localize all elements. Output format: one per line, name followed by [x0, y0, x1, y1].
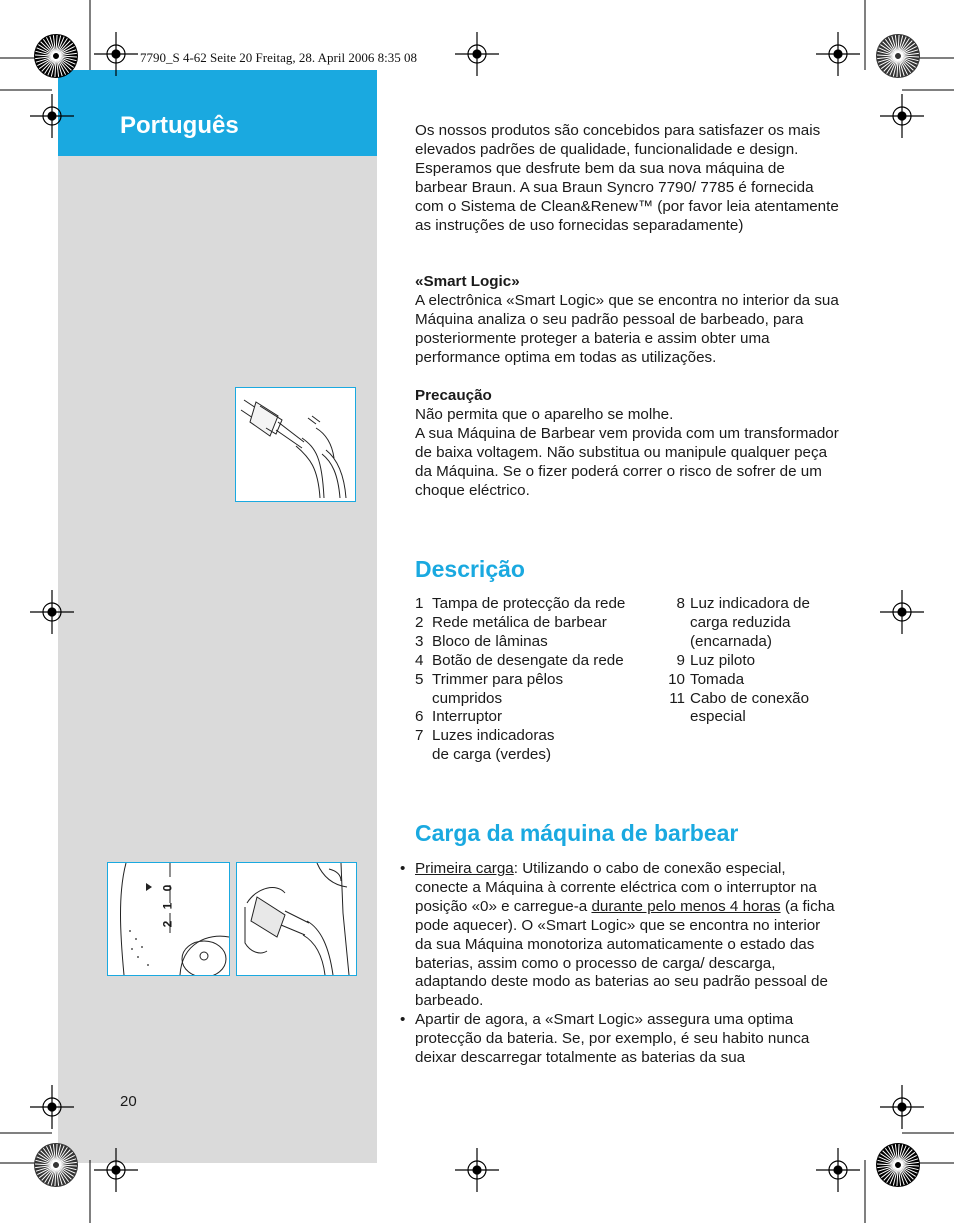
intro-paragraph: Os nossos produtos são concebidos para satisfazer os mais elevados padrões de qualidade, funcionalidade e design. Esperamos que desfrute bem da sua nova máquina de barbear Braun. A sua Braun Syncro 7790/ 7785 é fornecida com o Sistema de Clean&Renew™ (por favor leia atentamente as instruções de uso fornecidas separadamente)	[415, 122, 839, 234]
list-item: 6 Interruptor	[415, 708, 503, 726]
switch-illustration	[107, 862, 230, 976]
precaution-heading: Precaução	[415, 387, 492, 404]
list-item: 1 Tampa de protecção da rede	[415, 595, 626, 612]
parts-list-left	[415, 595, 655, 765]
charge-duration: durante pelo menos 4 horas	[591, 897, 781, 915]
precaution-line: Não permita que o aparelho se molhe.	[415, 405, 674, 423]
print-slug: 7790_S 4-62 Seite 20 Freitag, 28. April 2006 8:35 08	[140, 50, 417, 65]
socket-illustration	[236, 862, 357, 976]
plug-illustration	[235, 387, 356, 502]
list-item: • Primeira carga: Utilizando o cabo de conexão especial, conecte a Máquina à corrente eléctrica com o interruptor na posição «0» e carregue-a durante pelo menos 4 horas (a ficha pode aquecer). O «Smart Logic» que se encontra no interior da sua Máquina monotoriza automaticamente o estado das baterias, assim como o processo de carga/ descarga, adaptando deste modo as baterias ao seu padrão pessoal de barbeado.	[400, 860, 835, 1010]
switch-label-1: 1	[160, 902, 175, 910]
switch-label-0: 0	[160, 884, 175, 892]
plug-icon	[236, 388, 355, 501]
list-item: 8 Luz indicadora de carga reduzida (encarnada)	[676, 595, 810, 650]
list-item: 2 Rede metálica de barbear	[415, 613, 607, 631]
list-item: 9 Luz piloto	[676, 651, 756, 669]
parts-list-right	[663, 595, 838, 727]
precaution-section	[415, 387, 840, 500]
first-charge-label: Primeira carga	[415, 860, 514, 877]
list-item: 11 Cabo de conexão especial	[669, 689, 810, 726]
list-item: 3 Bloco de lâminas	[415, 632, 548, 650]
charging-bullets	[400, 860, 840, 1068]
charging-heading: Carga da máquina de barbear	[415, 820, 739, 846]
switch-label-2: 2	[160, 920, 175, 928]
smart-logic-heading: «Smart Logic»	[415, 273, 520, 290]
precaution-paragraph: A sua Máquina de Barbear vem provida com um transformador de baixa voltagem. Não substitua ou manipule qualquer peça da Máquina. Se o fizer poderá correr o risco de sofrer de um choque eléctrico.	[415, 424, 839, 499]
smart-logic-section	[415, 273, 840, 368]
smart-logic-paragraph: A electrônica «Smart Logic» que se encontra no interior da sua Máquina analiza o seu padrão pessoal de barbeado, para posteriormente proteger a bateria e assim obter uma performance optima em todas as utilizações.	[415, 291, 839, 366]
language-title: Português	[120, 112, 239, 139]
list-item: 10 Tomada	[668, 670, 745, 688]
list-item: 5 Trimmer para pêlos cumpridos	[415, 670, 564, 707]
list-item: 7 Luzes indicadoras de carga (verdes)	[415, 727, 555, 764]
shaver-switch-icon	[108, 863, 229, 975]
page-number: 20	[120, 1093, 137, 1110]
intro-text-block	[415, 122, 840, 235]
socket-plug-icon	[237, 863, 356, 975]
description-heading: Descrição	[415, 556, 525, 582]
list-item: • Apartir de agora, a «Smart Logic» assegura uma optima protecção da bateria. Se, por exemplo, é seu habito nunca deixar descarregar totalmente as baterias da sua	[400, 1011, 810, 1067]
list-item: 4 Botão de desengate da rede	[415, 651, 624, 669]
